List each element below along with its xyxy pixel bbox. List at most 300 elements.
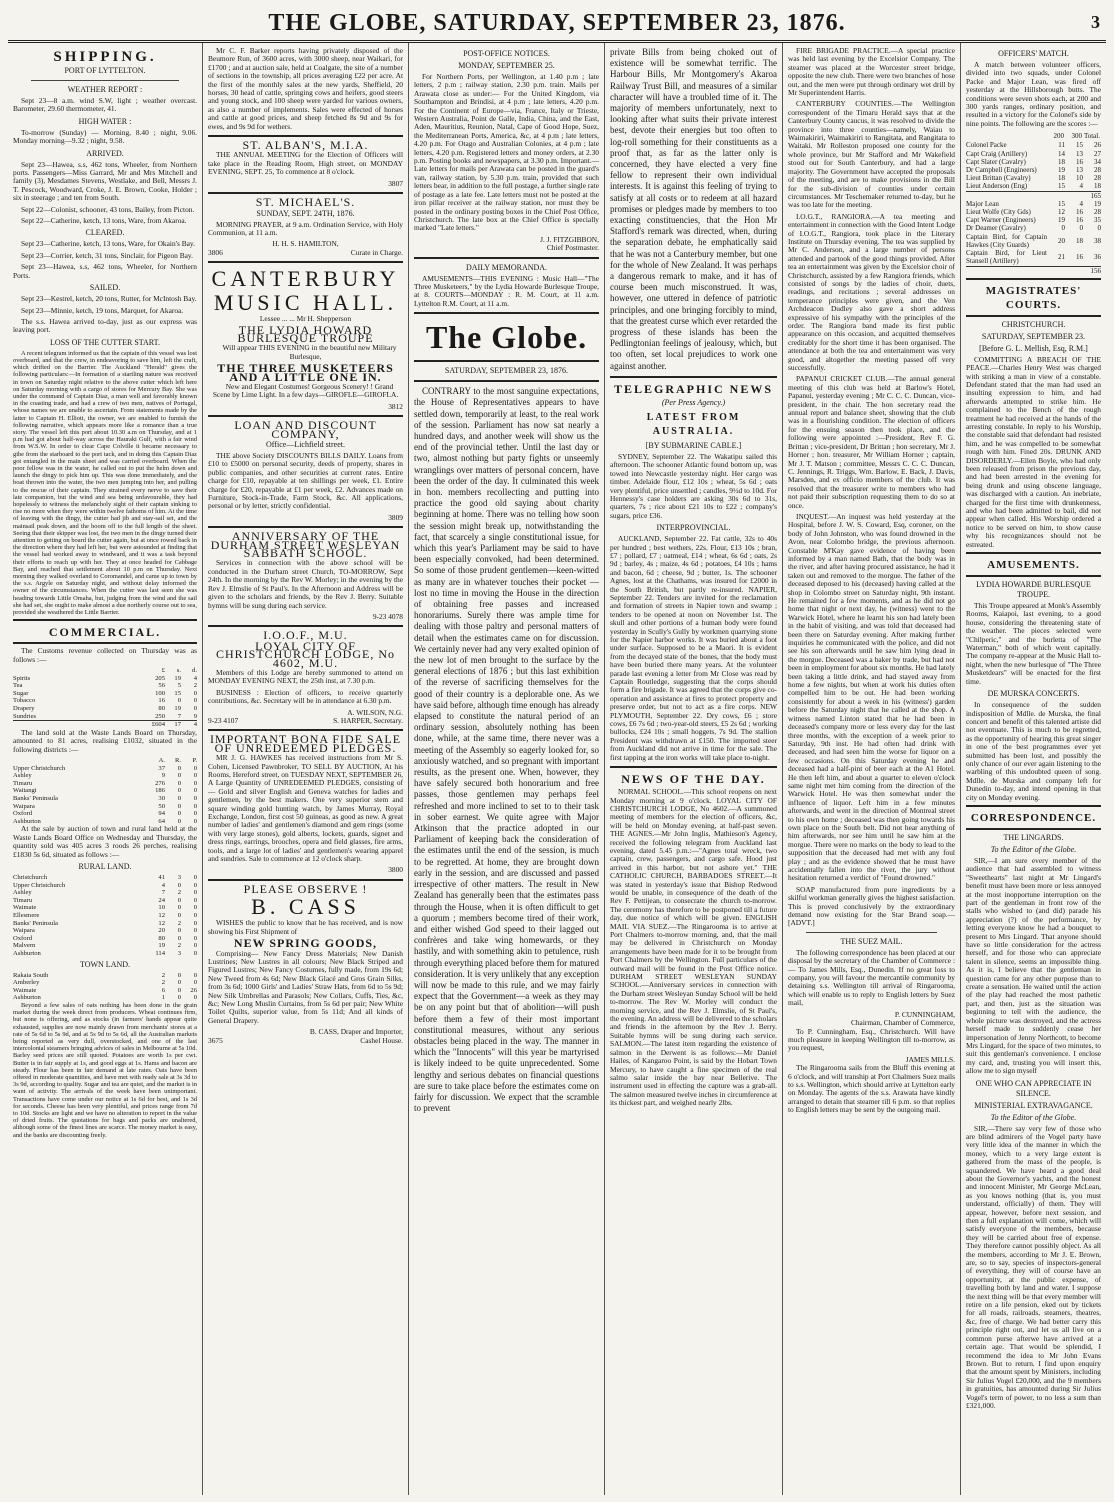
cell: Oxford [13,810,33,818]
cell: 0 [177,904,181,912]
post-body: For Northern Ports, per Wellington, at 1.40 p.m ; late letters, 2 p.m ; railway station, 2.30 p.m. train. Mails per Arawata close as under:— For the United Kingdom, via Southampton and Brindisi, at 4 p.m ; late letters, 4.20 p.m. For the Continent of Europe—via, France, Italy or Trieste, Western Australia, Point de Galle, India, China, and the East, Aden, Mauritius, Reunion, Natal, Cape of Good Hope, Suez, the Mediterranean Ports, America, &c, at 4 p.m ; late letters, 4.20 p.m. For Otago and Australian Colonies, at 4 p.m ; late letters, 4.20 p.m. Registered letters and money orders, at 2.30 p.m. Posting books and newspapers, at 3.30 p.m. Important.—Late letters for mails per Arawata can be posted in the guard's van, railway station, by 5.30 p.m. train, provided that such letters bear, in addition to the full postage, a further single rate of postage as a late fee. Late letters must not be posted at the iron pillar receiver at the railway station, nor must they be posted in the ordinary posting boxes in the Chief Post Office, Christchurch. The late box at the Chief Office is specially marked "Late letters." [414,72,599,233]
ad-signature: H. H. S. HAMILTON, [272,239,339,249]
cell: 13 [1075,149,1083,158]
cell: 0 [177,994,181,1002]
divider [208,526,403,528]
port-heading: PORT OF LYTTELTON. [64,66,146,75]
cell: Ashburton [13,949,41,957]
amusements-heading: AMUSEMENTS. [987,559,1080,572]
sale-intro: At the sale by auction of town and rural land held at the Waste Lands Board Office on Wednesday and Thursday, the quantity sold was 405 acres 3 roods 26 perches, realising £1830 5s 6d, situated as follows :— [13,824,197,859]
cell: Banks' Peninsula [13,919,58,927]
cell: 0 [193,994,197,1002]
table-row [966,224,1101,232]
cell: Timaru [13,779,33,787]
town-table [13,972,197,1002]
columns [8,43,1106,1495]
col-header: A. [158,757,165,765]
ad-role: S. HARPER, Secretary. [333,715,403,725]
cell: Lieut Wolfe (City Gds) [966,208,1031,217]
rural-table [13,874,197,958]
cell: Capt Warner (Engineers) [966,216,1036,225]
masthead [8,8,1106,38]
cell: Capt Slater (Cavalry) [966,157,1026,166]
cell: 0 [193,764,197,772]
divider [208,625,403,627]
cell: 0 [1061,224,1065,233]
cell: 0 [193,927,197,935]
cell: 0 [177,911,181,919]
cass-title: B. CASS [251,894,360,920]
cell: 28 [1094,208,1101,217]
letter-title: THE LINGARDS. [1003,832,1064,842]
cell: 26 [190,986,197,994]
divider [31,80,179,81]
ad-ref: 9-23 4107 [208,715,239,725]
cell: 186 [155,787,165,795]
magistrates-heading: MAGISTRATES' COURTS. [985,284,1082,311]
ad-show-title: THE THREE MUSKETEERS AND A LITTLE ONE IN. [217,361,394,384]
table-header [966,131,1101,141]
table-row [13,787,197,795]
arrived-label: ARRIVED. [86,148,124,158]
ad-ref: 3806 [208,247,223,257]
cell: Ashley [13,889,32,897]
table-row [13,682,197,690]
table-row [966,200,1101,208]
cell: 0 [177,927,181,935]
cell: Upper Christchurch [13,881,66,889]
cell: 276 [155,779,165,787]
ad-body: New and Elegant Costumes! Gorgeous Scenery! ! Grand Scene by Lime Light. In a few days—GIROFLE—GIROFLA. [212,381,399,400]
cell: 18 [1057,157,1065,166]
cell: 16 [158,697,165,705]
cell: 26 [1094,141,1101,150]
cell: 24 [158,896,165,904]
table-row [13,889,197,897]
cell: 6 [161,986,165,994]
ad-line: Lessee ... ... Mr H. Shepperson [259,314,352,324]
cell: 19 [1057,216,1065,225]
cell: 12 [1057,208,1065,217]
divider [414,257,599,259]
cell: Tobacco [13,697,36,705]
customs-table [13,667,197,729]
cell: 0 [193,779,197,787]
column-6 [961,43,1106,1495]
table-row [13,904,197,912]
ad-body: Comprising— New Fancy Dress Materials; New Danish Lustrines; New Lustres in all colours; New Black Striped and Figured Lustres; New Fancy Costumes, fully made, from 19s 6d; New Tweed from 4s 6d; New Black Glacé and Gros Grain Silks, from 3s 6d; 1000 Girls' and Ladies' Straw Hats, from 6d to 5s 9d; New Silk Umbrellas and Parasols; New Collars, Cuffs, Ties, &c, &c; New Long Muslin Curtains, from 5s 6d per pair; New White Toilet Quilts, superior value, from 5s 11d; And all kinds of General Drapery. [208,948,403,1025]
cell: 19 [1094,199,1101,208]
hawea-note: The s.s. Hawea arrived to-day, just as our express was leaving port. [13,316,197,335]
cell: 14 [1057,149,1065,158]
cell: 80 [158,705,165,713]
customs-intro: The Customs revenue collected on Thursday was as follows :— [13,646,197,664]
cutter-title: LOSS OF THE CUTTER START. [50,337,160,347]
cell: Waimate [13,904,37,912]
cleared-entry: Sept 23—Hawea, s.s, 462 tons, Wheeler, for Northern Ports. [13,262,197,280]
leader-continued: private Bills from being choked out of existence will be somewhat terrific. The Harbour Bills, Mr Montgomery's Akaroa Railway Trust Bill, and measures of a similar character will have a troubled time of it. The majority of members unfortunately, next to looking after what suits their private interest best, devote their energies but too often to log-roll something for their constituents as a proof that, as far as the latter only is concerned, they have elected a very fine fellow to represent their own individual interests. It is against this feeling of trying to satisfy at all costs or to redeem at all hazard promises or pledges made by members to too exacting constituencies, that the Hon Mr Stafford's remark was directed, when, during the separation debate, he emphatically said that he was not a Canterbury member, but one for the whole of New Zealand. It was perhaps a dangerous remark to make, and it has of course been much misconstrued. It was, however, one uttered in defence of patriotic principles, and one bringing forcibly to mind, that the greatest curse which ever retarded the progress of these islands has been the Pedlingtonian feelings of jealousy, which, but too often, set local prejudices to work one against another. [610,47,777,371]
cell: 0 [177,934,181,942]
col-header: P. [192,757,197,765]
cell: 35 [1094,216,1101,225]
divider [414,380,599,382]
ad-signature: A. WILSON, N.G. [347,707,403,717]
ad-ref: 3800 [388,865,403,875]
cell: Amberley [13,979,40,987]
cell: Ashburton [13,817,41,825]
rural-label: RURAL LAND. [78,861,132,871]
cell: 0 [193,810,197,818]
cell: 4 [161,881,165,889]
cell: 0 [177,764,181,772]
cell: Oxford [13,934,33,942]
cell: 0 [193,772,197,780]
arrival-entry: Sept 22—Catherine, ketch, 13 tons, Ware, from Akaroa. [21,216,187,226]
ad-ref: 9-23 4078 [372,611,403,621]
cell: 0 [193,697,197,705]
ad-body: Members of this Lodge are hereby summoned to attend on MONDAY EVENING NEXT, the 25th inst, at 7.30 p.m. [208,667,403,686]
match-intro: A match between volunteer officers, divided into two squads, under Colonel Packe and Major Lean, was fired off yesterday at the Hillsborough butts. The conditions were seven shots each, at 200 and 300 yards ranges, ordinary position, and resulted in a victory for the Colonel's side by nine points. The following are the scores :— [966,60,1101,128]
cell: 80 [158,934,165,942]
land-table [13,757,197,825]
barker-report: Mr C. F. Barker reports having privately disposed of the Beumore Run, of 3600 acres, with 3000 sheep, near Waikari, for £1700 ; and at auction sale, held at Coalgate, the site of a number of sections in the township, all prices averaging £22 per acre. At the first of the monthly sales at the new yards, Sheffield, 20 horses, 30 head of cattle, springing cows and heifers, good steers and young stock, and 100 sheep were yarded for various owners, as also a number of implements. Sales were effected of horses and cattle at good prices, and sheep fetched 8s 9d and 9s for ewes, and 9s 9d for wethers. [208,46,403,131]
table-row [966,208,1101,216]
cell: 15 [174,689,181,697]
ad-title: I.O.O.F., M.U. [263,628,348,643]
col-header: 300 [1071,132,1082,141]
amuse-troupe: LYDIA HOWARDE BURLESQUE TROUPE. [976,580,1091,600]
cell: Colonel Packe [966,141,1007,150]
cell: 2 [161,979,165,987]
cell: 12 [158,919,165,927]
post-date: MONDAY, SEPTEMBER 25. [458,61,555,70]
cell: 0 [177,971,181,979]
table-row [13,713,197,721]
paper-date: SATURDAY, SEPTEMBER 23, 1876. [444,366,569,376]
table-row [13,780,197,788]
cell: Christchurch [13,873,48,881]
news-item: CANTERBURY COUNTIES.—The Wellington correspondent of the Timaru Herald says that at the Canterbury County caucus, it was resolved to divide the province into three counties—namely, Waiau to Waimakiriri, Waimakiriri to Rangitata, and Rangitata to Waitaki. Mr Rolleston proposed one county for the whole province, but Mr Stafford and Mr Wakefield stood out for South Canterbury, and had a large majority. The Government have accepted the proposals of the meeting, and are to make provisions in the Bill for the sub-division of counties under certain circumstances. Mr Teschemaker returned to-day, but he was too late for the meeting. [788,99,955,210]
divider [208,879,403,881]
high-water: To-morrow (Sunday) — Morning, 8.40 ; night, 9.06. Monday morning—9.32 ; night, 9.58. [13,127,197,146]
divider [414,312,599,314]
cell: Captain Bird, for Captain Hawkes (City Guards) [966,232,1047,249]
cell: 7 [161,889,165,897]
column-5 [783,43,961,1495]
cell: Waipara [13,927,35,935]
suez-signature: P. CUNNINGHAM, [894,1009,955,1019]
mag-body: COMMITTING A BREACH OF THE PEACE.—Charles Henry West was charged with striking a man in view of a constable. Defendant stated that the man had used an insulting expression to him, and had afterwards attempted to strike him. He complained to the Bench of the rough treatment he had received at the hands of the arresting constable. In reply to his Worship, the constable said that defendant had resisted him, and he was compelled to be somewhat rough with him. Fined 20s. DRUNK AND DISORDERLY.—Ellen Boyle, who had only been released from prison the previous day, and had been arrested in the evening for being drunk and using obscene language, was discharged with a caution. An inebriate, charged for the first time with drunkenness, and who had been admitted to bail, did not appear when called. His Worship ordered a notice to be served on him, to show cause why his recognizances should not be estreated. [966,354,1101,549]
cell: 0 [177,979,181,987]
shipping-heading: SHIPPING. [53,49,157,65]
cell: 205 [155,674,165,682]
cell: Timaru [13,896,33,904]
cell: 0 [193,873,197,881]
ad-ref: 3675 [208,1035,223,1045]
ad-footer [208,717,403,725]
leader-article: CONTRARY to the most sanguine expectations, the House of Representatives appears to have settled down, temporarily at least, to the real work of the session. Parliament has now sat nearly a hundred days, and another week will show us the end of the provincial tether. Until the last day or two, almost nothing but party fights or unseemly wranglings over matters of personal concern, have been the order of the day. It culminated this week in hon. members recollecting and putting into practice the good old saying about charity beginning at home. There was no telling how soon the session might break up, notwithstanding the fact, that scarcely a single constitutional issue, for which this year's Parliament may be said to have been especially convoked, had been determined. So some of those prudent gentlemen—keen-witted as many are in whatever touches their pocket — lost no time in moving the House in the direction of obtaining free passes and increased honorariums. Surely there was ample time for dealing with those paltry and personal matters of detail when the estimates came on for discussion. We certainly never had any very exalted opinion of the new lot of men brought to the surface by the general elections of 1876 ; but this last exhibition of the reverse of sacrificing themselves for the good of their country is a deplorable one. As we have said before, although time enough has already elapsed to constitute the natural period of an ordinary session, absolutely nothing has been done, while, at the same time, there never was a meeting of the Assembly so eagerly looked for, so anxiously watched, and so pregnant with important results, as the present one. When, however, they have safely secured both honorarium and free passes, those gentlemen may perhaps feel refreshed and more inclined to set to to their task in sober earnest. We quite agree with Major Atkinson that the practice adopted in our Parliament of keeping back the consideration of the estimates until the end of the session, is much to be regretted. At home, they are brought down early in the session, and are discussed and passed irrespective of other matters. The result in New Zealand has generally been that the estimates pass through the House, when it is often difficult to get a quorum ; members become tired of their work, and either wished God speed to their lagged out confrères and take wing homewards, or they hastily, and with something akin to petulence, rush through everything placed before them for matured consideration. It is very unlikely that any exception will now be made to this rule, and we may fairly expect that the Government—a week as they may be on any point but that of abolition—will push before them a few of their most important constitutional measures, without any serious obstacles being placed in the way. The manner in which the "Innocents" will this year be martyrised is likely indeed to be quite unprecedented. Some lengthy and serious debates on financial questions are sure to take place before the estimates come on fairly for discussion. We expect that the scramble to prevent [414,386,599,1114]
cell: 36 [1094,253,1101,262]
table-row [13,697,197,705]
ad-body: THE above Society DISCOUNTS BILLS DAILY. Loans from £10 to £5000 on personal security, deeds of property, shares in public companies, and other securities at current rates. Entire charge for £10, repayable at ten shillings per week, £1. Entire charge for £20, repayable at £1 per week, £2. Advances made on Furniture, Stock-in-Trade, Farm Stock, &c. All applications, personal or by letter, strictly confidential. [208,451,403,511]
cell: 13 [1075,166,1083,175]
divider [414,360,599,362]
ad-role: Curate in Charge. [350,247,403,257]
table-row [13,772,197,780]
cell: Rakaia South [13,971,49,979]
cell: 18 [1094,182,1101,191]
suez-signature: JAMES MILLS. [905,1054,955,1064]
ad-subtitle: LOYAL CITY OF CHRISTCHURCH LODGE, No 4602, M.U. [215,638,395,670]
cell: 0 [177,817,181,825]
table-row [966,158,1101,166]
cell: 0 [177,772,181,780]
news-item: SOAP manufactured from pure ingredients by a skilful workman generally gives the highest satisfaction. This is proved conclusively by the extraordinary demand now existing for the Star Brand soap.—[ADVT.] [788,884,955,928]
cell: 15 [1075,141,1083,150]
table-row [13,803,197,811]
memo-body: AMUSEMENTS—THIS EVENING : Music Hall—"The Three Musketeers," by the Lydia Howarde Burlesque Troupe, at 8. COURTS—MONDAY : R. M. Court, at 11 a.m. Lyttelton R.M. Court, at 11 a.m. [414,273,599,308]
cell: Sugar [13,689,29,697]
cell: 16 [1075,253,1083,262]
cell: 0 [177,794,181,802]
town-label: TOWN LAND. [79,959,131,969]
ad-title: ANNIVERSARY OF THE DURHAM STREET WESLEYAN SABBATH SCHOOL. [210,529,401,561]
australia-news: SYDNEY, September 22. The Wakatipu sailed this afternoon. The schooner Atlantic found bottom up, was towed into Newcastle yesterday night. Her cargo was timber. Adelaide flour, £12 10s ; wheat, 5s 6d ; oats very plentiful, price unsettled ; candles, 9½d to 10d. For Hennessy's case holders are asking 30s 6d to 31s, quarters, 7s ; rice about £21 10s to £22 ; company's sugars, price £36. [610,451,777,520]
cell: Waitangi [13,787,37,795]
interprovincial-title: INTERPROVINCIAL. [656,523,731,533]
cutter-article: A recent telegram informed us that the captain of this vessel was lost overboard, and that the crew, in endeavoring to save him, left the craft, which drifted on the Barrier. The Auckland "Herald" gives the following particulars:—In formation of a startling nature was received in town on Saturday night relative to the above cutter which left here on Saturday morning with a cargo of stores for Mercury Bay. She was under the command of Captain Diaz, a man well and favorably known in the coasting trade, and had a crew of two men, natives of Portugal, whose names we are unable to ascertain. From statements made by the latter to Captain H. Elliott, the owner, we are enabled to furnish the following narrative, which appears more like a romance than a true story. The vessel left this port about 10.30 a.m on Thursday, and at 1 p.m had got about half-way across the Hauraki Gulf, with a fair wind from W.S.W. In order to clear Cape Colville it became necessary to gibe from the starboard to the port tack, and in doing this Captain Diaz got entangled in the main sheet and was carried overboard. When the poor fellow was in the water, he called out to put the helm down and launch the dingy to pick him up. This was done immediately, and the boat thrown into the water, the two men jumping into her, and pulling to the rescue of their captain. They strained every nerve to save their late companion, but the wind and sea being unfavourable, they had hopelessly to witness the melancholy sight of their captain sinking to rise no more when they were within twelve fathoms of him. At the time of leaving with the dingy, the cutter had jib and stay-sail set, and the mainsail peak down, and the boom off to the full length of the sheet. Seeing that their skipper was lost, the two men in the dingy turned their attention to getting on board the cutter again, but at once rowed back in the direction where they had left her, but were astounded at finding that the vessel had worked away to windward, and it was a task beyond their efforts to reach up with her. They at once headed for Cabbage Bay, and reached that settlement about 10 p.m on Thursday. Next morning they walked overland to Coromandel, and came up to town by the s.s. Argyle on Saturday night, and without delay informed the owner of the circumstances. When the cutter was last seen she was heading towards Little Omaha, but, judging from the wind and the sail she had set, she ought to make almost a due northerly course out to sea, provided she weathered the Little Barrier. [13,349,197,617]
page-number: 3 [1091,12,1100,32]
cell: 41 [158,873,165,881]
divider [610,766,777,768]
cell: 17 [165,721,181,729]
cell: 0 [177,779,181,787]
table-total-row [966,266,1101,275]
table-row [13,675,197,683]
col-header: s. [176,667,181,675]
table-total-row [966,191,1101,200]
cell: 2 [177,942,181,950]
table-row [13,920,197,928]
news-item: PAPANUI CRICKET CLUB.—The annual general meeting of this club was held at Barlow's Hotel, Papanui, yesterday evening ; Mr C. C. C. Duncan, vice-president, in the chair. The hon secretary read the annual report and balance sheet, showing that the club was in a flourishing condition. The election of officers for the ensuing season then took place, and the following were appointed :—President, Rev F. G. Brittan ; vice-president, Dr Brittan ; hon secretary, Mr J. Horner ; hon. treasurer, Mr William Horner ; captain, Mr J. T. Matson ; committee, Messrs C. C. C. Duncan, C. Jennings, R. Triggs, Wm. Barlow, E. Back, J. Davis, Marsden, and ex officio members of the club. It was resolved that the treasurer write to members who had not paid their subscription requesting them to do so at once. [788,374,955,510]
cell: 3 [177,949,181,957]
col-header: d. [192,667,197,675]
press-agency: (Per Press Agency.) [661,397,726,407]
table-row [13,994,197,1002]
letter-body: SIR,—There say very few of those who are blind admirers of the Vogel party have very little idea of the manner in which the money, which to a very large extent is gathered from the mass of the people, is squandered. We have heard a good deal about the Governor's yachts, and the honest and innocent Minister, Mr George McLean, as you knows nothing (that is, you must understand, officially) of them. They will appear, however, before next session, and then a full explanation will come, which will satisfy everyone of the members, because they will be carried about free of expense. They therefore cannot possibly object. As all the members, according to Mr J. E. Brown, are, so to say, species of inspectors-general of everything, they will of course have an opportunity, at the public expense, of travelling both by land and water. I suppose the next thing will be that every member will retire on a life pension, eked out by tickets for all roads, railroads, steamers, theatres, &c, free of charge. We had better carry this principle right out, and let us all live on a common purse afterwe have arrived at a certain age. That would be splendid, I recommend the idea to Mr John Evans Brown. But to return. I find upon enquiry that the amount spent by Ministers, including Sir Julius Vogel £20,000, and the 9 members in gratuities, has amounted during Sir Julius Vogel's term of power, to no less a sum than £321,000. [966,1123,1101,1410]
cell: 0 [193,817,197,825]
cell: 2 [193,682,197,690]
arrival-entry: Sept 22—Colonist, schooner, 43 tons, Bailey, from Picton. [21,204,195,214]
cell: 5 [177,682,181,690]
cell: 114 [155,949,165,957]
cell: 0 [193,802,197,810]
cell: 2 [177,919,181,927]
water-label: HIGH WATER : [78,116,132,126]
cell: 18 [1075,236,1083,245]
suez-role: Chairman, Chamber of Commerce, [850,1018,955,1028]
amuse-body: This Troupe appeared at Monk's Assembly Rooms, Kaiapoi, last evening, to a good house, considering the threatening state of the weather. The pieces selected were "Chilperic," and the burletta of "The Waterman," both of which went capitally. The company re-appear at the Music Hall to-night, when the new burlesque of "The Three Musketdears" will be enacted for the first time. [966,601,1101,686]
cell: 10 [1075,174,1083,183]
cell: 0 [177,697,181,705]
cell: 19 [1057,166,1065,175]
divider [806,932,937,933]
col-header: 200 [1053,132,1064,141]
ad-body: WISHES the public to know that he has received, and is now showing his First Shipment of [208,918,403,936]
cell: 7 [177,712,181,720]
cell: 19 [158,942,165,950]
cell: Ashburton [13,994,41,1002]
ad-body: Will appear THIS EVENING in the beautiful new Military Burlesque, [222,343,397,361]
table-row [966,174,1101,182]
ad-ref: 3809 [388,512,403,522]
sailed-entry: Sept 23—Minnie, ketch, 19 tons, Marquet, for Akaroa. [21,305,184,315]
cell: 0 [177,802,181,810]
score-table [966,131,1101,274]
cell: 0 [193,794,197,802]
cell: 9 [161,772,165,780]
divider [208,261,403,263]
cell: 0 [193,705,197,713]
table-row [13,690,197,698]
letter-title: MINISTERIAL EXTRAVAGANCE. [974,1100,1093,1110]
latest-heading: LATEST FROM AUSTRALIA. [646,411,741,437]
ad-body: THE ANNUAL MEETING for the Election of Officers will take place in the Reading Room, High street, on MONDAY EVENING, SEPT. 25, To commence at 8 o'clock. [208,150,403,177]
cell: Drapery [13,705,35,713]
ad-footer [208,1037,403,1045]
ad-body: Services in connection with the above school will be conducted in the Durham street Church, TO-MORROW, Sept 24th. In the morning by the Rev W. Morley; in the evening by the Rev J. Elmslie of St Paul's. In the Afternoon and Address will be given to the scholars and friends, by the Rev J. Berry. Suitable hymns will be sung during each service. [208,558,403,610]
ad-ref: 3812 [388,401,403,411]
divider [208,729,403,731]
column-4 [605,43,783,1495]
cell: 9 [193,712,197,720]
letter-signature: ONE WHO CAN APPRECIATE IN SILENCE. [975,1078,1092,1098]
cell: 0 [193,904,197,912]
table-row [966,249,1101,266]
column-1 [8,43,203,1495]
cell: 250 [155,712,165,720]
cell: 28 [1094,166,1101,175]
cable-note: [BY SUBMARINE CABLE.] [645,440,742,450]
cell: 0 [193,919,197,927]
paper-nameplate: The Globe. [425,319,588,356]
sailed-entry: Sept 23—Kestrel, ketch, 20 tons, Rutter, for McIntosh Bay. [21,294,197,304]
cleared-entry: Sept 23—Corrier, ketch, 31 tons, Sinclair, for Pigeon Bay. [21,250,193,260]
cell: 16 [1075,216,1083,225]
cell: 11 [1058,141,1065,150]
cell: 2 [177,889,181,897]
cell: 4 [181,721,197,729]
cell: 18 [1057,174,1065,183]
cell: 16 [1075,208,1083,217]
table-header [13,667,197,675]
cell: 50 [158,802,165,810]
cell: 0 [1097,224,1101,233]
column-2 [203,43,409,1495]
cell: Banks' Peninsula [13,794,58,802]
commercial-box [13,619,197,644]
ad-body: BUSINESS : Election of officers, to receive quarterly contributions, &c. Secretary will be in attendance at 6.30 p.m. [208,687,403,706]
correspondence-box [966,805,1101,830]
ad-body: MORNING PRAYER, at 9 a.m. Ordination Service, with Holy Communion, at 11 a.m. [208,219,403,237]
cell: 1 [161,994,165,1002]
ad-title: ST. ALBAN'S, M.I.A. [242,138,369,153]
cell: 94 [158,810,165,818]
cell: 0 [1079,224,1083,233]
cell: 12 [158,911,165,919]
match-heading: OFFICERS' MATCH. [998,49,1069,58]
cleared-label: CLEARED. [85,228,125,238]
music-hall-title: CANTERBURY MUSIC HALL. [211,266,400,316]
cell: 0 [193,949,197,957]
news-item: FIRE BRIGADE PRACTICE.—A special practice was held last evening by the Excelsior Company. The steamer was placed at the Worcester street bridge, opposite the new club. There were two branches of hose out, and the men were put through ordinary wet drill by Mr Superintendent Harris. [788,46,955,98]
letter-body: SIR,—I am sure every member of the audience that had assembled to witness "Sweethearts" last night at Mr Lingard's benefit must have been more or less annoyed at the most inopportune interruption on the part of the gentleman in front row of the stalls who wished to (and did) parade his appreciation (?) of the performance, by letting everyone know he had a bouquet to present to Mrs Lingard. That anyone should have so little consideration for the actress herself, and for those who can appreciate talent in silence, seems an impossible thing. As it is, I believe that the gentleman in question came for any other purpose than to create a sensation. He waited until the action of the play had reached the most pathetic part, and then, just as the situation was beginning to tell with the audience, the whole picture was destroyed, and the actress herself made to suddenly cease her impersonation of Jenny Northcott, to become Mrs Lingard, for the space of two minutes, to suit this gentleman's convenience. I enclose my card, and, trusting you will insert this, allow me to sign myself [966,855,1101,1076]
table-row [13,912,197,920]
cell: 15 [1057,182,1065,191]
cell: Sundries [13,712,37,720]
cell: 0 [193,911,197,919]
cell: Waimate [13,986,37,994]
table-row [13,810,197,818]
divider [208,192,403,194]
table-row [13,927,197,935]
post-title: POST-OFFICE NOTICES. [463,49,550,58]
cell: 0 [193,896,197,904]
cell: Tea [13,682,23,690]
cell: 0 [193,979,197,987]
post-role: Chief Postmaster. [546,243,599,253]
ad-body: MR J. G. HAWKES has received instructions from Mr S. Cohen, Licensed Pawnbroker, TO SELL BY AUCTION, At his Rooms, Hereford street, on TUESDAY NEXT, SEPTEMBER 26, A Large Quantity of UNREDEEMED PLEDGES, consisting of— Gold and silver English and Geneva watches for ladies and gentlemen, by the best makers. One very superior stem and square winding gold hunting watch, by James Murray, Royal Exchange, London, first cost 50 guineas, as good as new. A great number of ladies' and gentlemen's diamond and gem rings (some with very large stones), gold alberts, lockets, guards, signet and dress rings, earrings, brooches, opera and field glasses, fire arms, tools, and a large lot of ladies' and gentlemen's wearing apparel and sundries. Sale to commence at 12 o'clock sharp. [208,753,403,864]
land-intro: The land sold at the Waste Lands Board on Thursday, amounted to 81 acres, realising £1032, situated in the following districts :— [13,727,197,754]
cell: 15 [1057,199,1065,208]
telegraphic-heading: TELEGRAPHIC NEWS [613,381,774,396]
cell: 3 [177,873,181,881]
cell: Malvern [13,942,36,950]
ad-signature: B. CASS, Draper and Importer, [309,1027,403,1037]
cell: 30 [158,794,165,802]
cell: 4 [1079,199,1083,208]
table-row [13,705,197,713]
table-row [13,935,197,943]
cell: Lieut Brittan (Cavalry) [966,174,1031,183]
cell: Ashley [13,772,32,780]
ad-title: THE LYDIA HOWARD BURLESQUE TROUPE [237,322,374,345]
ad-title: PLEASE OBSERVE ! [243,881,368,896]
ad-ref: 3807 [388,178,403,188]
cell: 0 [193,787,197,795]
table-row [13,897,197,905]
ad-title: IMPORTANT BONA FIDE SALE OF UNREDEEMED PLEDGES. [209,732,402,755]
commercial-heading: COMMERCIAL. [48,625,162,640]
cell: 34 [1094,157,1101,166]
table-row [13,979,197,987]
news-heading: NEWS OF THE DAY. [621,772,766,787]
cell: Major Lean [966,199,999,208]
masthead-title: THE GLOBE, SATURDAY, SEPTEMBER 23, 1876. [268,10,846,36]
magistrates-box [966,278,1101,317]
table-row [13,950,197,958]
suez-title: THE SUEZ MAIL. [840,936,903,946]
murska-body: In consequence of the sudden indisposition of Mdlle. de Murska, the final concert and benefit of this talented artiste did not eventuate. This is much to be regretted, as the opportunity of hearing this great singer in one of the best programmes ever yet submitted has been lost, and possibly the only chance of our ever again listening to the warbling of this undoubted queen of song. Mdlle. de Murska and company left for Dunedin to-day, and intend opening in that city on Monday evening. [966,700,1101,802]
cell: Dr Deamer (Cavalry) [966,224,1026,233]
cell: 56 [158,682,165,690]
table-row [13,942,197,950]
table-row [13,987,197,995]
ad-date: SUNDAY, SEPT. 24TH, 1876. [256,208,355,218]
cell: Captain Bird, for Lieut Stansell (Artillery) [966,249,1047,266]
weather-label: WEATHER REPORT : [67,85,143,94]
cell: 0 [177,810,181,818]
